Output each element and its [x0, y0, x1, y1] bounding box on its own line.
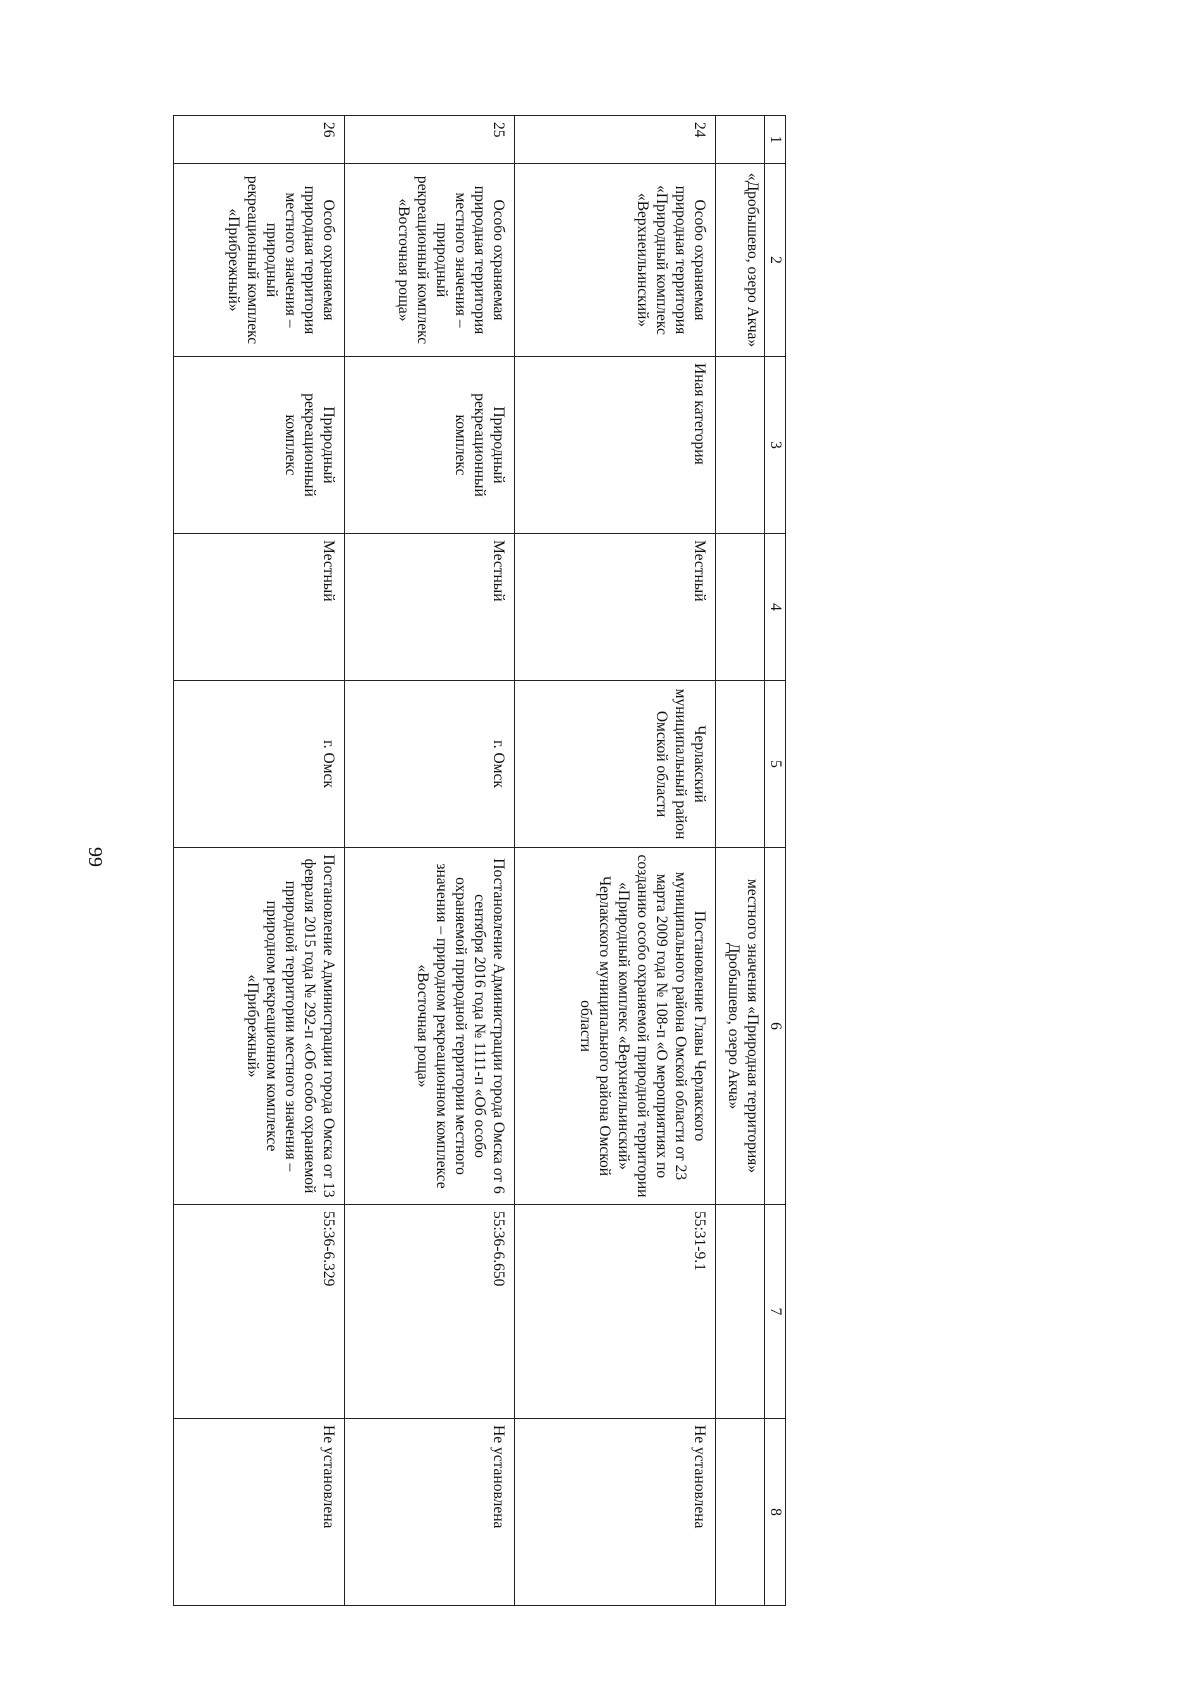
protected-areas-table: [173, 115, 786, 1606]
cell-location: г. Омск: [174, 681, 345, 848]
column-header: 4: [765, 534, 786, 681]
cell-category: [716, 357, 765, 534]
cell-number: [716, 116, 765, 164]
column-header: 6: [765, 848, 786, 1205]
cell-category: Природный рекреационный комплекс: [174, 357, 345, 534]
cell-category: Иная категория: [515, 357, 716, 534]
cell-location: Черлакский муниципальный район Омской области: [515, 681, 716, 848]
table-row: [174, 116, 345, 1606]
cell-significance: [716, 534, 765, 681]
cell-number: 25: [345, 116, 515, 164]
column-header: 8: [765, 1419, 786, 1606]
cell-registry-number: [716, 1205, 765, 1419]
cell-category: Природный рекреационный комплекс: [345, 357, 515, 534]
table-row: [345, 116, 515, 1606]
cell-significance: Местный: [345, 534, 515, 681]
cell-zone: [716, 1419, 765, 1606]
cell-zone: Не установлена: [174, 1419, 345, 1606]
cell-name: «Дробышево, озеро Акча»: [716, 164, 765, 357]
page-number: 99: [84, 847, 106, 867]
column-header: 7: [765, 1205, 786, 1419]
column-header: 1: [765, 116, 786, 164]
table-container: [173, 115, 786, 1605]
cell-significance: Местный: [515, 534, 716, 681]
cell-name: Особо охраняемая природная территория местного значения – природный рекреационный комплекс «Прибрежный»: [174, 164, 345, 357]
cell-registry-number: 55:36-6.329: [174, 1205, 345, 1419]
cell-document: Постановление Главы Черлакского муниципального района Омской области от 23 марта 2009 года № 108-п «О мероприятиях по созданию особо охраняемой природной территории «Природный комплекс «Верхнеильинский» Черлакского муниципального района Омской области: [515, 848, 716, 1205]
table-row-continuation: [716, 116, 765, 1606]
cell-name: Особо охраняемая природная территория местного значения – природный рекреационный комплекс «Восточная роща»: [345, 164, 515, 357]
cell-document: Постановление Администрации города Омска от 13 февраля 2015 года № 292-п «Об особо охраняемой природной территории местного значения – природном рекреационном комплексе «Прибрежный»: [174, 848, 345, 1205]
cell-significance: Местный: [174, 534, 345, 681]
table-row: [515, 116, 716, 1606]
cell-document: Постановление Администрации города Омска от 6 сентября 2016 года № 1111-п «Об особо охраняемой природной территории местного значения – природном рекреационном комплексе «Восточная роща»: [345, 848, 515, 1205]
cell-number: 26: [174, 116, 345, 164]
column-header: 5: [765, 681, 786, 848]
cell-location: [716, 681, 765, 848]
cell-zone: Не установлена: [515, 1419, 716, 1606]
cell-zone: Не установлена: [345, 1419, 515, 1606]
cell-registry-number: 55:36-6.650: [345, 1205, 515, 1419]
column-header: 3: [765, 357, 786, 534]
cell-location: г. Омск: [345, 681, 515, 848]
cell-name: Особо охраняемая природная территория «Природный комплекс «Верхнеильинский»: [515, 164, 716, 357]
cell-registry-number: 55:31-9.1: [515, 1205, 716, 1419]
column-header: 2: [765, 164, 786, 357]
header-row: [765, 116, 786, 1606]
cell-document: местного значения «Природная территория» Дробышево, озеро Акча»: [716, 848, 765, 1205]
cell-number: 24: [515, 116, 716, 164]
